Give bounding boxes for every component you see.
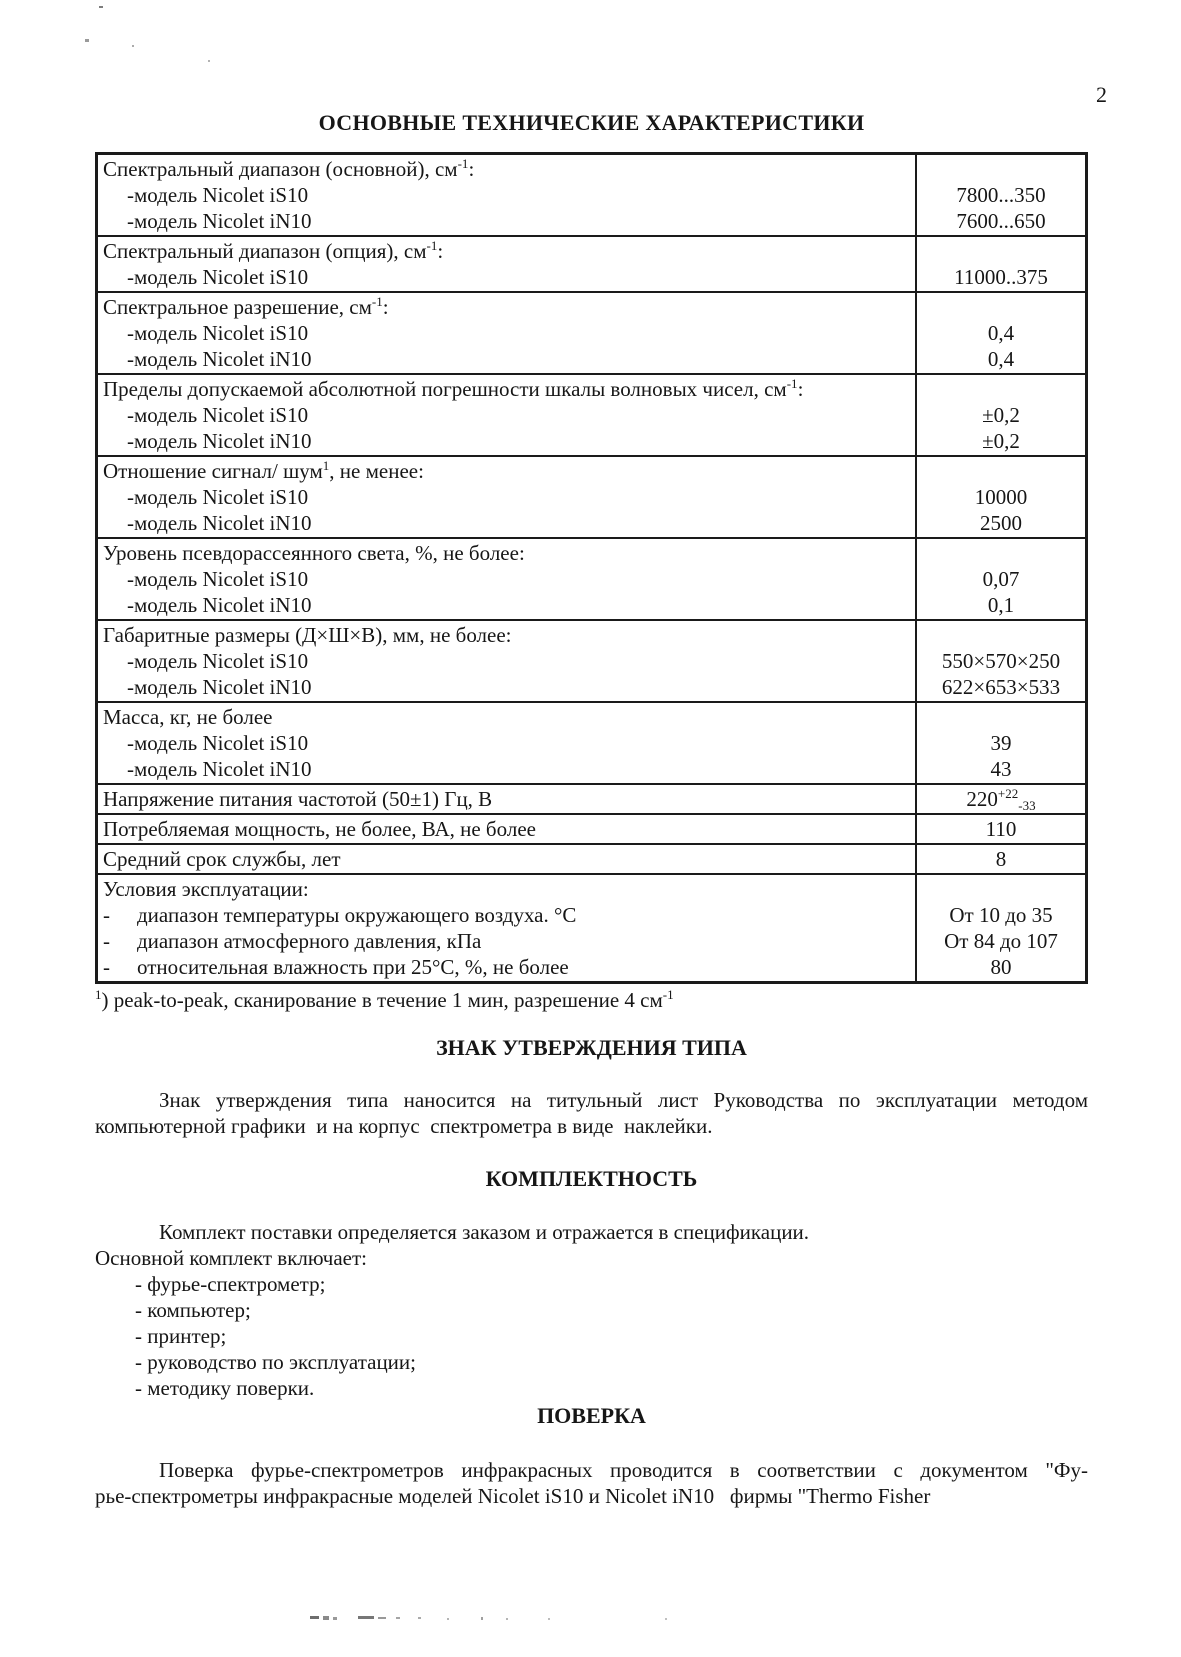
row-label-cell: [98, 155, 915, 235]
row-value-line: 7600...650: [956, 209, 1046, 233]
row-label-cell: [98, 785, 915, 813]
scan-artifact: [208, 60, 210, 62]
row-value-cell: [915, 785, 1085, 813]
row-value-line: [919, 238, 1083, 264]
page-content: [95, 0, 1088, 1509]
row-label-line: -модель Nicolet iN10: [127, 593, 312, 617]
row-label-cell: [98, 875, 915, 981]
row-label-line: -модель Nicolet iS10: [127, 649, 309, 673]
row-label-cell: [98, 703, 915, 783]
superscript: -1: [426, 238, 438, 253]
table-row: [98, 813, 1085, 843]
row-label-cell: [98, 845, 915, 873]
paragraph-line: Основной комплект включает:: [95, 1246, 367, 1270]
row-label-text: диапазон температуры окружающего воздуха. °С: [137, 903, 577, 927]
row-label-line: [103, 928, 907, 954]
table-row: [98, 619, 1085, 701]
row-label-line: Спектральное разрешение, $см^{-1}$:: [103, 294, 389, 319]
row-value-cell: [915, 703, 1085, 783]
table-row: [98, 373, 1085, 455]
superscript: 1: [322, 458, 330, 473]
row-value-line: 0,07: [982, 567, 1020, 591]
paragraph-line: Комплект поставки определяется заказом и отражается в спецификации.: [159, 1220, 810, 1244]
row-value-cell: [915, 293, 1085, 373]
row-label-line: Уровень псевдорассеянного света, %, не более:: [103, 541, 525, 565]
table-row: [98, 537, 1085, 619]
row-value-cell: [915, 457, 1085, 537]
table-row: [98, 291, 1085, 373]
superscript: -1: [786, 376, 798, 391]
row-value-line: 550×570×250: [941, 649, 1061, 673]
table-row: [98, 843, 1085, 873]
scan-artifact: [665, 1618, 667, 1620]
row-label-line: -модель Nicolet iN10: [127, 209, 312, 233]
superscript: -1: [457, 156, 469, 171]
row-label-line: [103, 902, 907, 928]
row-label-line: [103, 954, 907, 980]
list-item: - методику поверки.: [135, 1376, 315, 1400]
row-value-line: 622×653×533: [941, 675, 1061, 699]
row-label-line: -модель Nicolet iS10: [127, 265, 309, 289]
dash-marker: -: [103, 929, 110, 953]
row-label-line: Спектральный диапазон (опция), $см^{-1}$:: [103, 238, 444, 263]
row-label-cell: [98, 815, 915, 843]
scan-artifact: [548, 1618, 550, 1620]
paragraph-line: компьютерной графики и на корпус спектрометра в виде наклейки.: [95, 1114, 713, 1138]
row-label-line: -модель Nicolet iS10: [127, 321, 309, 345]
row-value-line: [919, 294, 1083, 320]
list-item: - компьютер;: [135, 1298, 251, 1322]
row-label-line: Отношение сигнал/ шум$^1$, не менее:: [103, 458, 424, 483]
scan-artifact: [481, 1617, 483, 1620]
row-value-cell: [915, 845, 1085, 873]
list-item: - руководство по эксплуатации;: [135, 1350, 416, 1374]
row-value-line: $220^{+22}_{-33}$: [966, 786, 1036, 813]
table-row: [98, 873, 1085, 981]
row-value-line: 43: [990, 757, 1012, 781]
row-label-line: -модель Nicolet iS10: [127, 567, 309, 591]
row-label-text: диапазон атмосферного давления, кПа: [137, 929, 482, 953]
row-value-line: [919, 622, 1083, 648]
row-label-line: Спектральный диапазон (основной), $см^{-1}$:: [103, 156, 475, 181]
document-title: ОСНОВНЫЕ ТЕХНИЧЕСКИЕ ХАРАКТЕРИСТИКИ: [318, 110, 865, 135]
scan-artifact: [99, 6, 103, 8]
row-value-line: 0,4: [987, 347, 1015, 371]
paragraph-line: Знак утверждения типа наносится на титульный лист Руководства по эксплуатации методом: [159, 1088, 1088, 1112]
list-item: - фурье-спектрометр;: [135, 1272, 326, 1296]
row-label-line: Напряжение питания частотой (50±1) Гц, В: [103, 787, 493, 811]
row-value-line: 11000..375: [954, 265, 1048, 289]
section: [95, 1035, 1088, 1139]
spec-table: [95, 152, 1088, 984]
scan-artifact: [396, 1617, 400, 1619]
footnote: $^1$) peak-to-peak, сканирование в течение 1 мин, разрешение 4 $см^{-1}$: [95, 987, 674, 1012]
scan-artifact: [506, 1618, 508, 1620]
row-label-line: -модель Nicolet iS10: [127, 485, 309, 509]
row-label-cell: [98, 375, 915, 455]
dash-marker: -: [103, 955, 110, 979]
row-value-line: 10000: [974, 485, 1028, 509]
row-label-line: Габаритные размеры (Д×Ш×В), мм, не более:: [103, 623, 512, 647]
scan-artifact: [378, 1617, 386, 1619]
scan-artifact: [333, 1617, 337, 1620]
row-label-cell: [98, 293, 915, 373]
row-value-line: 2500: [980, 511, 1022, 535]
list-item: - принтер;: [135, 1324, 227, 1348]
row-label-line: -модель Nicolet iN10: [127, 757, 312, 781]
row-value-line: От 84 до 107: [944, 929, 1058, 953]
page-number: 2: [1096, 82, 1107, 107]
paragraph-line: Поверка фурье-спектрометров инфракрасных проводится в соответствии с документом "Фу-: [159, 1458, 1088, 1482]
scan-artifact: [358, 1616, 374, 1619]
table-row: [98, 235, 1085, 291]
row-value-line: 39: [990, 731, 1012, 755]
superscript: +22: [997, 786, 1019, 801]
scan-artifact: [323, 1616, 329, 1620]
superscript: -1: [662, 987, 674, 1002]
section: [95, 1403, 1088, 1509]
section-heading: КОМПЛЕКТНОСТЬ: [485, 1166, 698, 1191]
row-value-line: 7800...350: [956, 183, 1046, 207]
row-value-line: [919, 376, 1083, 402]
row-label-line: Средний срок службы, лет: [103, 847, 341, 871]
row-label-text: относительная влажность при 25°С, %, не более: [137, 955, 569, 979]
superscript: 1: [95, 987, 102, 1002]
row-label-line: -модель Nicolet iS10: [127, 731, 309, 755]
row-label-line: Потребляемая мощность, не более, ВА, не более: [103, 817, 536, 841]
row-label-line: -модель Nicolet iS10: [127, 403, 309, 427]
row-label-line: Пределы допускаемой абсолютной погрешности шкалы волновых чисел, $см^{-1}$:: [103, 376, 804, 401]
row-label-line: -модель Nicolet iN10: [127, 429, 312, 453]
row-value-cell: [915, 621, 1085, 701]
row-label-line: Условия эксплуатации:: [103, 877, 309, 901]
row-value-line: От 10 до 35: [949, 903, 1053, 927]
table-row: [98, 455, 1085, 537]
row-value-cell: [915, 815, 1085, 843]
row-label-line: -модель Nicolet iN10: [127, 347, 312, 371]
row-label-line: Масса, кг, не более: [103, 705, 273, 729]
row-label-cell: [98, 539, 915, 619]
scan-artifact: [85, 39, 89, 42]
paragraph-line: рье-спектрометры инфракрасные моделей Nicolet iS10 и Nicolet iN10 фирмы "Thermo Fisher: [95, 1484, 931, 1508]
section: [95, 1166, 1088, 1401]
row-value-cell: [915, 237, 1085, 291]
row-value-line: 110: [985, 817, 1017, 841]
sections: [95, 1035, 1088, 1509]
row-label-line: -модель Nicolet iN10: [127, 511, 312, 535]
superscript: -1: [371, 294, 383, 309]
row-value-line: ±0,2: [982, 429, 1020, 453]
scan-artifact: [447, 1618, 449, 1620]
row-label-cell: [98, 457, 915, 537]
scan-artifact: [418, 1617, 421, 1619]
row-label-line: -модель Nicolet iS10: [127, 183, 309, 207]
row-value-cell: [915, 155, 1085, 235]
row-label-cell: [98, 237, 915, 291]
scan-artifact: [132, 45, 134, 47]
table-row: [98, 701, 1085, 783]
row-value-cell: [915, 539, 1085, 619]
row-value-line: [919, 704, 1083, 730]
row-value-line: [919, 540, 1083, 566]
subscript: -33: [1018, 798, 1036, 813]
scan-artifact: [310, 1616, 319, 1619]
row-value-cell: [915, 875, 1085, 981]
row-value-line: 8: [995, 847, 1007, 871]
section-heading: ПОВЕРКА: [537, 1403, 646, 1428]
row-label-line: -модель Nicolet iN10: [127, 675, 312, 699]
row-label-cell: [98, 621, 915, 701]
row-value-line: 80: [990, 955, 1012, 979]
row-value-line: 0,1: [987, 593, 1015, 617]
dash-marker: -: [103, 903, 110, 927]
row-value-line: [919, 156, 1083, 182]
row-value-line: 0,4: [987, 321, 1015, 345]
row-value-cell: [915, 375, 1085, 455]
row-value-line: ±0,2: [982, 403, 1020, 427]
section-heading: ЗНАК УТВЕРЖДЕНИЯ ТИПА: [436, 1035, 747, 1060]
table-row: [98, 155, 1085, 235]
row-value-line: [919, 458, 1083, 484]
row-value-line: [919, 876, 1083, 902]
table-row: [98, 783, 1085, 813]
